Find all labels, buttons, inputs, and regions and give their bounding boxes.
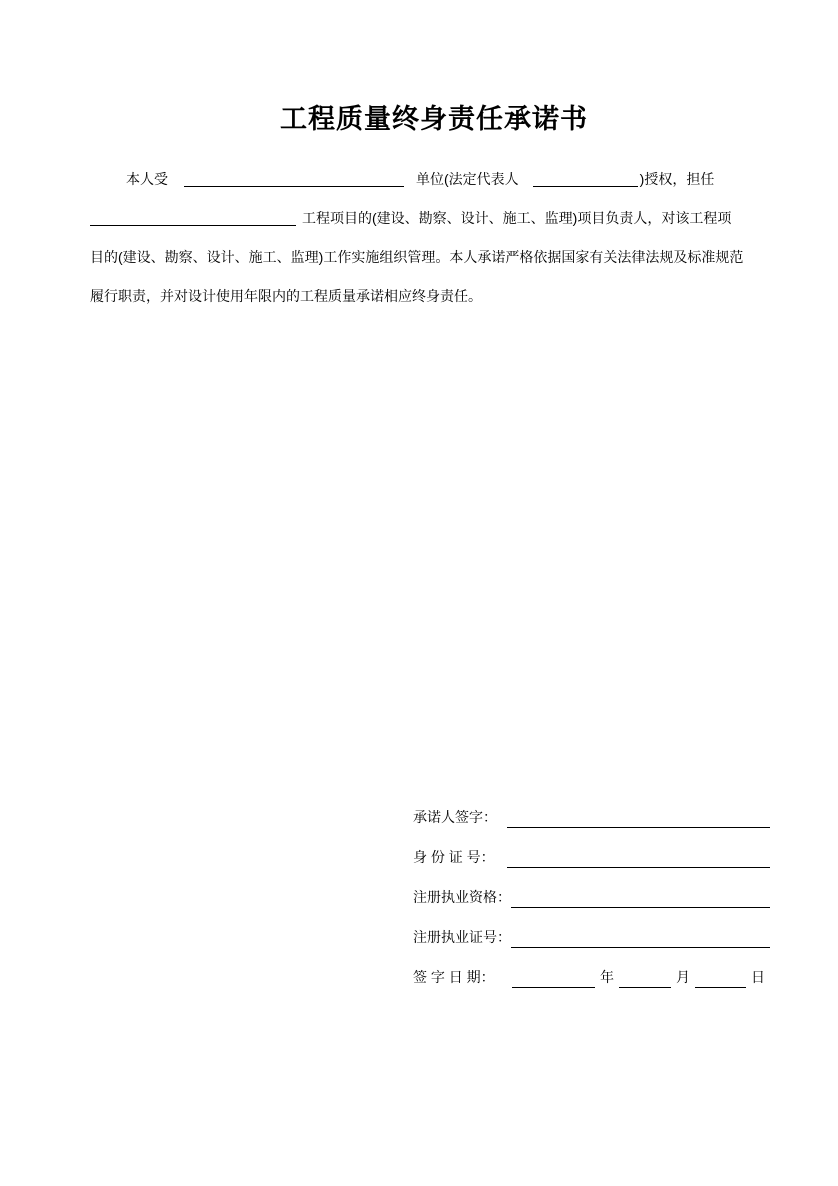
text-unit-legal-representative: 单位(法定代表人 [416,171,519,187]
day-unit-label: 日 [751,969,765,985]
paragraph-line-4: 履行职责，并对设计使用年限内的工程质量承诺相应终身责任。 [90,288,482,304]
paragraph-line-2 [90,199,770,238]
month-unit-label: 月 [676,969,690,985]
legal-representative-blank[interactable] [533,172,638,187]
registered-certificate-number-label: 注册执业证号： [413,929,511,945]
document-title: 工程质量终身责任承诺书 [280,104,588,134]
signer-signature-blank[interactable] [507,807,770,828]
registered-qualification-label: 注册执业资格： [413,889,511,905]
paragraph-line-3: 目的(建设、勘察、设计、施工、监理)工作实施组织管理。本人承诺严格依据国家有关法律法规及标准规范 [90,249,744,265]
text-authorization-serve-as: )授权，担任 [639,171,715,187]
date-year-blank[interactable] [512,967,595,988]
text-project-responsible-person: 工程项目的(建设、勘察、设计、施工、监理)项目负责人，对该工程项 [302,210,732,226]
id-number-blank[interactable] [507,847,770,868]
sign-date-row [413,948,770,988]
date-day-blank[interactable] [695,967,746,988]
commitment-paragraph [90,160,770,316]
year-unit-label: 年 [600,969,614,985]
project-name-blank[interactable] [90,211,296,226]
id-number-label: 身 份 证 号： [413,849,495,865]
signature-section [413,788,770,988]
signer-signature-row [413,788,770,828]
paragraph-line-1 [90,160,770,199]
text-authorized-by: 本人受 [126,171,168,187]
authorizing-unit-blank[interactable] [184,172,404,187]
signer-signature-label: 承诺人签字： [413,809,497,825]
registered-qualification-blank[interactable] [511,887,770,908]
id-number-row [413,828,770,868]
registered-qualification-row [413,868,770,908]
registered-certificate-number-row [413,908,770,948]
sign-date-label: 签 字 日 期： [413,969,495,985]
registered-certificate-number-blank[interactable] [511,927,770,948]
date-month-blank[interactable] [619,967,671,988]
